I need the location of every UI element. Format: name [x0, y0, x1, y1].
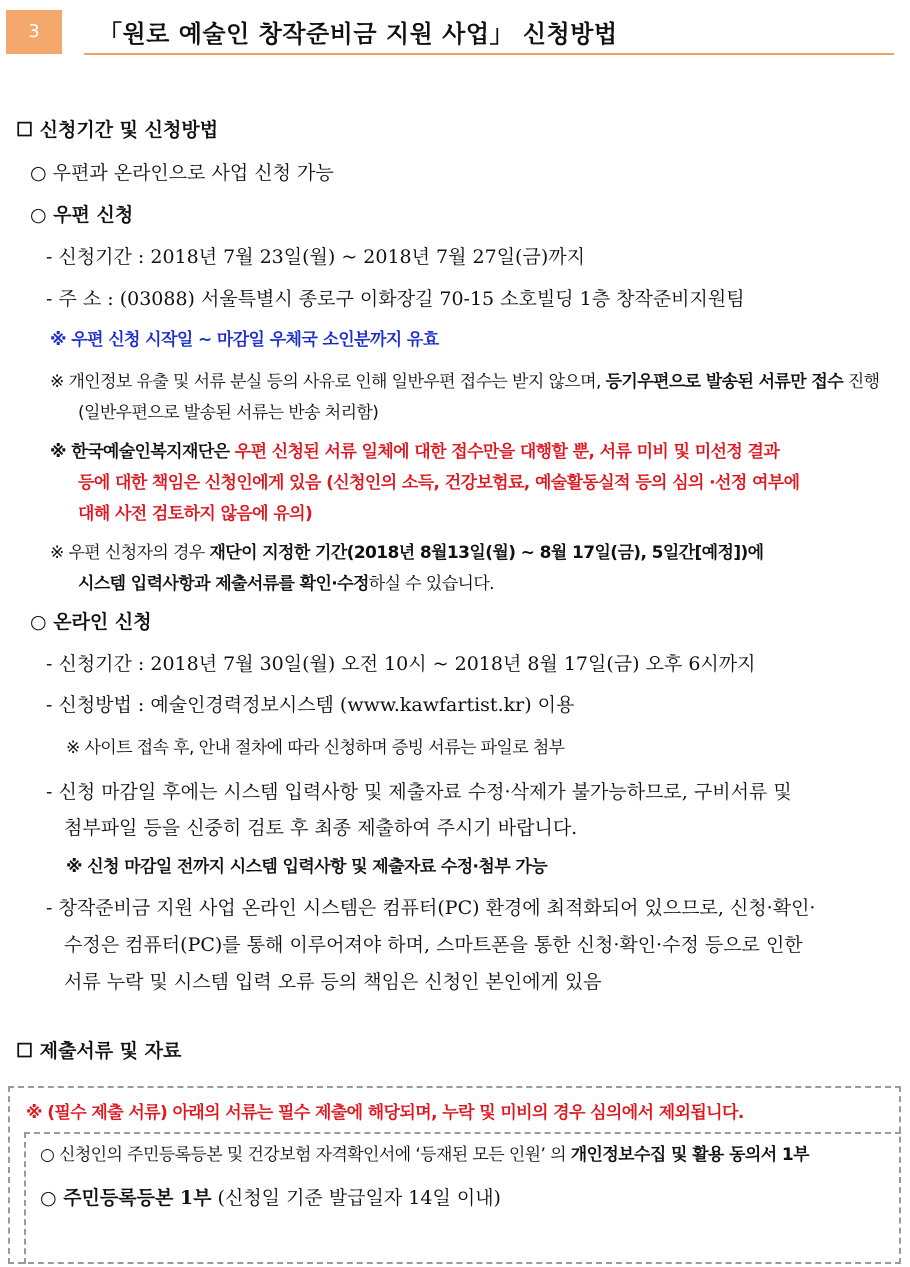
online-period: - 신청기간 : 2018년 7월 30일(월) 오전 10시 ~ 2018년 8월 17일(금) 오후 6시까지	[46, 653, 756, 675]
document-item-1	[40, 1143, 809, 1167]
post-note-3	[50, 440, 779, 464]
post-note-2-line2: (일반우편으로 발송된 서류는 반송 처리함)	[78, 403, 379, 423]
section-number-badge: 3	[6, 10, 62, 54]
online-deadline-line1: - 신청 마감일 후에는 시스템 입력사항 및 제출자료 수정·삭제가 불가능하므로, 구비서류 및	[46, 781, 792, 803]
post-note-2-c: 진행	[843, 372, 880, 392]
post-note-4-line2	[78, 572, 494, 596]
online-site-note: ※ 사이트 접속 후, 안내 절차에 따라 신청하며 증빙 서류는 파일로 첨부	[66, 738, 565, 758]
post-note-1: ※ 우편 신청 시작일 ~ 마감일 우체국 소인분까지 유효	[50, 330, 439, 350]
required-note: ※ (필수 제출 서류) 아래의 서류는 필수 제출에 해당되며, 누락 및 미비의 경우 심의에서 제외됩니다.	[26, 1103, 744, 1123]
post-note-3-b: 우편 신청된 서류 일체에 대한 접수만을 대행할 뿐, 서류 미비 및 미선정 결과	[234, 442, 780, 462]
post-note-4-a: ※ 우편 신청자의 경우	[50, 543, 210, 563]
post-note-2-a: ※ 개인정보 유출 및 서류 분실 등의 사유로 인해 일반우편 접수는 받지 않으며,	[50, 372, 606, 392]
online-heading: ○ 온라인 신청	[30, 611, 152, 633]
online-method: - 신청방법 : 예술인경력정보시스템 (www.kawfartist.kr) 이용	[46, 694, 575, 716]
post-note-4-line2-a: 시스템 입력사항과 제출서류를 확인·수정	[78, 574, 369, 594]
online-pc-line2: 수정은 컴퓨터(PC)를 통해 이루어져야 하며, 스마트폰을 통한 신청·확인·수정 등으로 인한	[64, 934, 803, 956]
intro-line: ○ 우편과 온라인으로 사업 신청 가능	[30, 162, 334, 184]
section2-heading: ☐ 제출서류 및 자료	[16, 1040, 182, 1062]
document-item-2	[40, 1186, 501, 1210]
post-period: - 신청기간 : 2018년 7월 23일(월) ~ 2018년 7월 27일(금)까지	[46, 246, 585, 268]
post-note-3-a: ※ 한국예술인복지재단은	[50, 442, 235, 462]
post-note-4-line2-b: 하실 수 있습니다.	[368, 574, 494, 594]
post-note-4	[50, 541, 763, 565]
section-header	[6, 10, 888, 56]
title-underline	[84, 53, 894, 55]
post-note-2-b: 등기우편으로 발송된 서류만 접수	[605, 372, 844, 392]
post-note-3-line2: 등에 대한 책임은 신청인에게 있음 (신청인의 소득, 건강보험료, 예술활동실적 등의 심의 ·선정 여부에	[78, 473, 800, 493]
document-item-2-b: (신청일 기준 발급일자 14일 이내)	[211, 1187, 501, 1209]
section1-heading: ☐ 신청기간 및 신청방법	[16, 119, 219, 141]
online-pc-line1: - 창작준비금 지원 사업 온라인 시스템은 컴퓨터(PC) 환경에 최적화되어 있으므로, 신청·확인·	[46, 897, 816, 919]
post-heading: ○ 우편 신청	[30, 204, 134, 226]
document-item-1-a: ○ 신청인의 주민등록등본 및 건강보험 자격확인서에 ‘등재된 모든 인원’ 의	[40, 1145, 571, 1165]
post-note-2	[50, 370, 879, 394]
online-deadline-note: ※ 신청 마감일 전까지 시스템 입력사항 및 제출자료 수정·첨부 가능	[66, 857, 548, 877]
online-pc-line3: 서류 누락 및 시스템 입력 오류 등의 책임은 신청인 본인에게 있음	[64, 971, 602, 993]
document-item-2-a: ○ 주민등록등본 1부	[40, 1187, 212, 1209]
page-title: 「원로 예술인 창작준비금 지원 사업」 신청방법	[98, 19, 618, 48]
online-deadline-line2: 첨부파일 등을 신중히 검토 후 최종 제출하여 주시기 바랍니다.	[64, 817, 578, 839]
post-note-3-line3: 대해 사전 검토하지 않음에 유의)	[78, 504, 313, 524]
post-note-4-b: 재단이 지정한 기간(2018년 8월13일(월) ~ 8월 17일(금), 5일간[예정])에	[209, 543, 764, 563]
post-address: - 주 소 : (03088) 서울특별시 종로구 이화장길 70-15 소호빌딩 1층 창작준비지원팀	[46, 288, 745, 310]
document-item-1-b: 개인정보수집 및 활용 동의서 1부	[570, 1145, 809, 1165]
